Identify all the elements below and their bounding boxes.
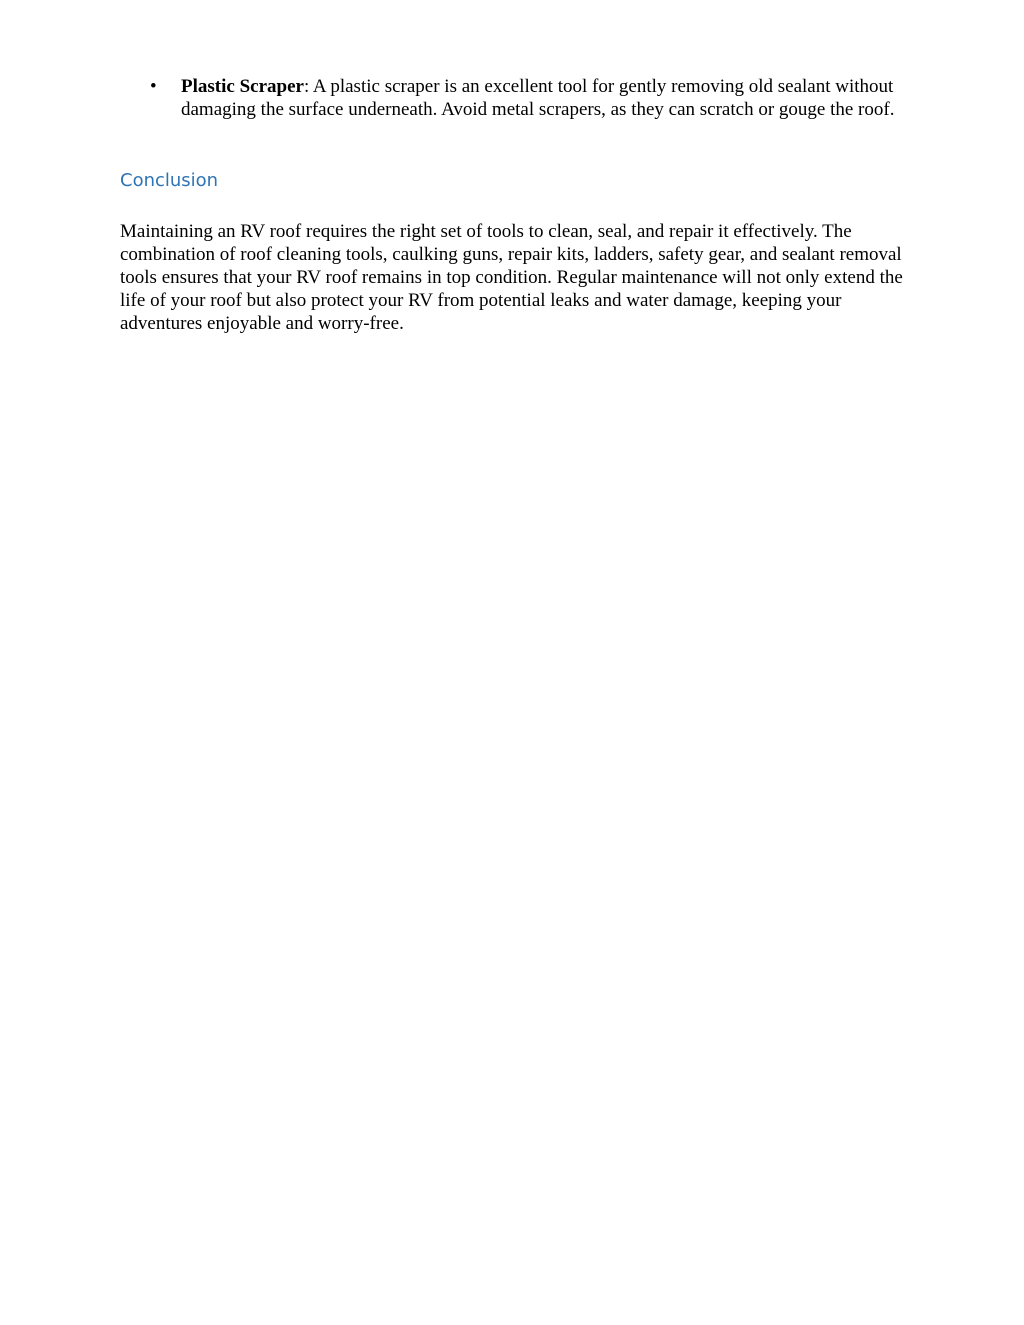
bullet-item-plastic-scraper xyxy=(120,75,910,121)
bullet-description: : A plastic scraper is an excellent tool for gently removing old sealant without damaging the surface underneath. Avoid metal scrapers, as they can scratch or gouge the roof. xyxy=(181,76,895,120)
bullet-term: Plastic Scraper xyxy=(181,76,304,97)
bullet-icon: • xyxy=(150,76,157,97)
section-heading-conclusion: Conclusion xyxy=(120,170,219,191)
conclusion-paragraph: Maintaining an RV roof requires the right set of tools to clean, seal, and repair it effectively. The combination of roof cleaning tools, caulking guns, repair kits, ladders, safety gear, and sealant removal tools ensures that your RV roof remains in top condition. Regular maintenance will not only extend the life of your roof but also protect your RV from potential leaks and water damage, keeping your adventures enjoyable and worry-free. xyxy=(120,221,903,334)
tool-bullet-list xyxy=(120,75,910,121)
